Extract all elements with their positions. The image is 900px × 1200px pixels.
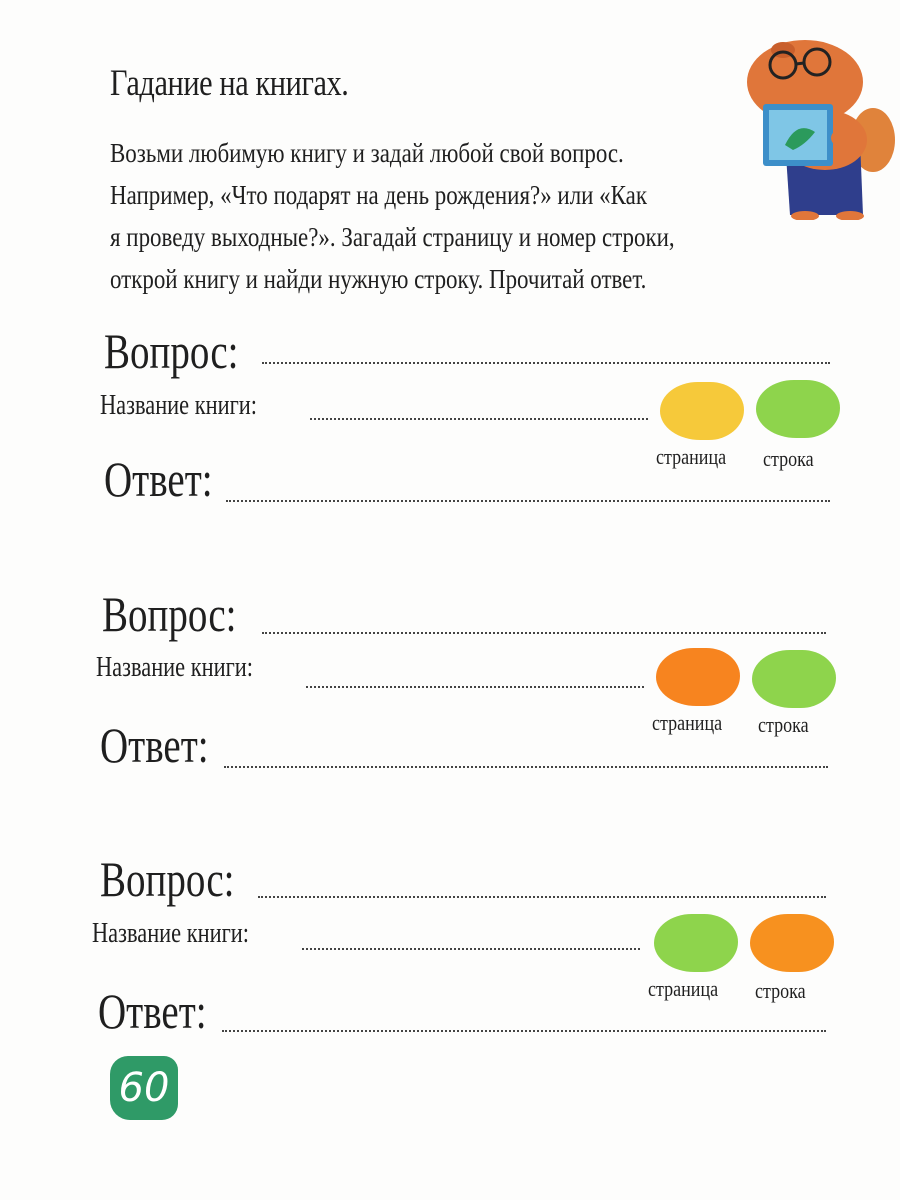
intro-line: Возьми любимую книгу и задай любой свой вопрос. <box>110 138 624 168</box>
question-input-line[interactable] <box>258 896 826 898</box>
question-label: Вопрос: <box>100 851 235 907</box>
page-number-label: страница <box>652 710 723 735</box>
answer-input-line[interactable] <box>226 500 830 502</box>
answer-label: Ответ: <box>104 451 213 507</box>
intro-line: Например, «Что подарят на день рождения?» или «Как <box>110 180 647 210</box>
intro-text <box>110 132 790 300</box>
line-number-label: строка <box>755 978 806 1003</box>
answer-input-line[interactable] <box>224 766 828 768</box>
answer-label: Ответ: <box>100 717 209 773</box>
answer-input-line[interactable] <box>222 1030 826 1032</box>
question-label: Вопрос: <box>104 323 239 379</box>
page-number-blob[interactable] <box>656 648 740 706</box>
book-title-label: Название книги: <box>100 390 257 421</box>
book-title-label: Название книги: <box>96 652 253 683</box>
book-title-input-line[interactable] <box>302 948 640 950</box>
question-label: Вопрос: <box>102 586 237 642</box>
line-number-blob[interactable] <box>752 650 836 708</box>
page-title: Гадание на книгах. <box>110 63 349 104</box>
page-number-blob[interactable] <box>660 382 744 440</box>
line-number-label: строка <box>763 446 814 471</box>
page-number-label: страница <box>648 976 719 1001</box>
page-number-badge: 60 <box>110 1056 178 1120</box>
book-title-input-line[interactable] <box>306 686 644 688</box>
book-title-input-line[interactable] <box>310 418 648 420</box>
line-number-blob[interactable] <box>750 914 834 972</box>
line-number-blob[interactable] <box>756 380 840 438</box>
answer-label: Ответ: <box>98 983 207 1039</box>
page-number-blob[interactable] <box>654 914 738 972</box>
question-input-line[interactable] <box>262 632 826 634</box>
line-number-label: строка <box>758 712 809 737</box>
question-input-line[interactable] <box>262 362 830 364</box>
intro-line: открой книгу и найди нужную строку. Прочитай ответ. <box>110 264 647 294</box>
book-title-label: Название книги: <box>92 918 249 949</box>
page-number-label: страница <box>656 444 727 469</box>
intro-line: я проведу выходные?». Загадай страницу и номер строки, <box>110 222 675 252</box>
